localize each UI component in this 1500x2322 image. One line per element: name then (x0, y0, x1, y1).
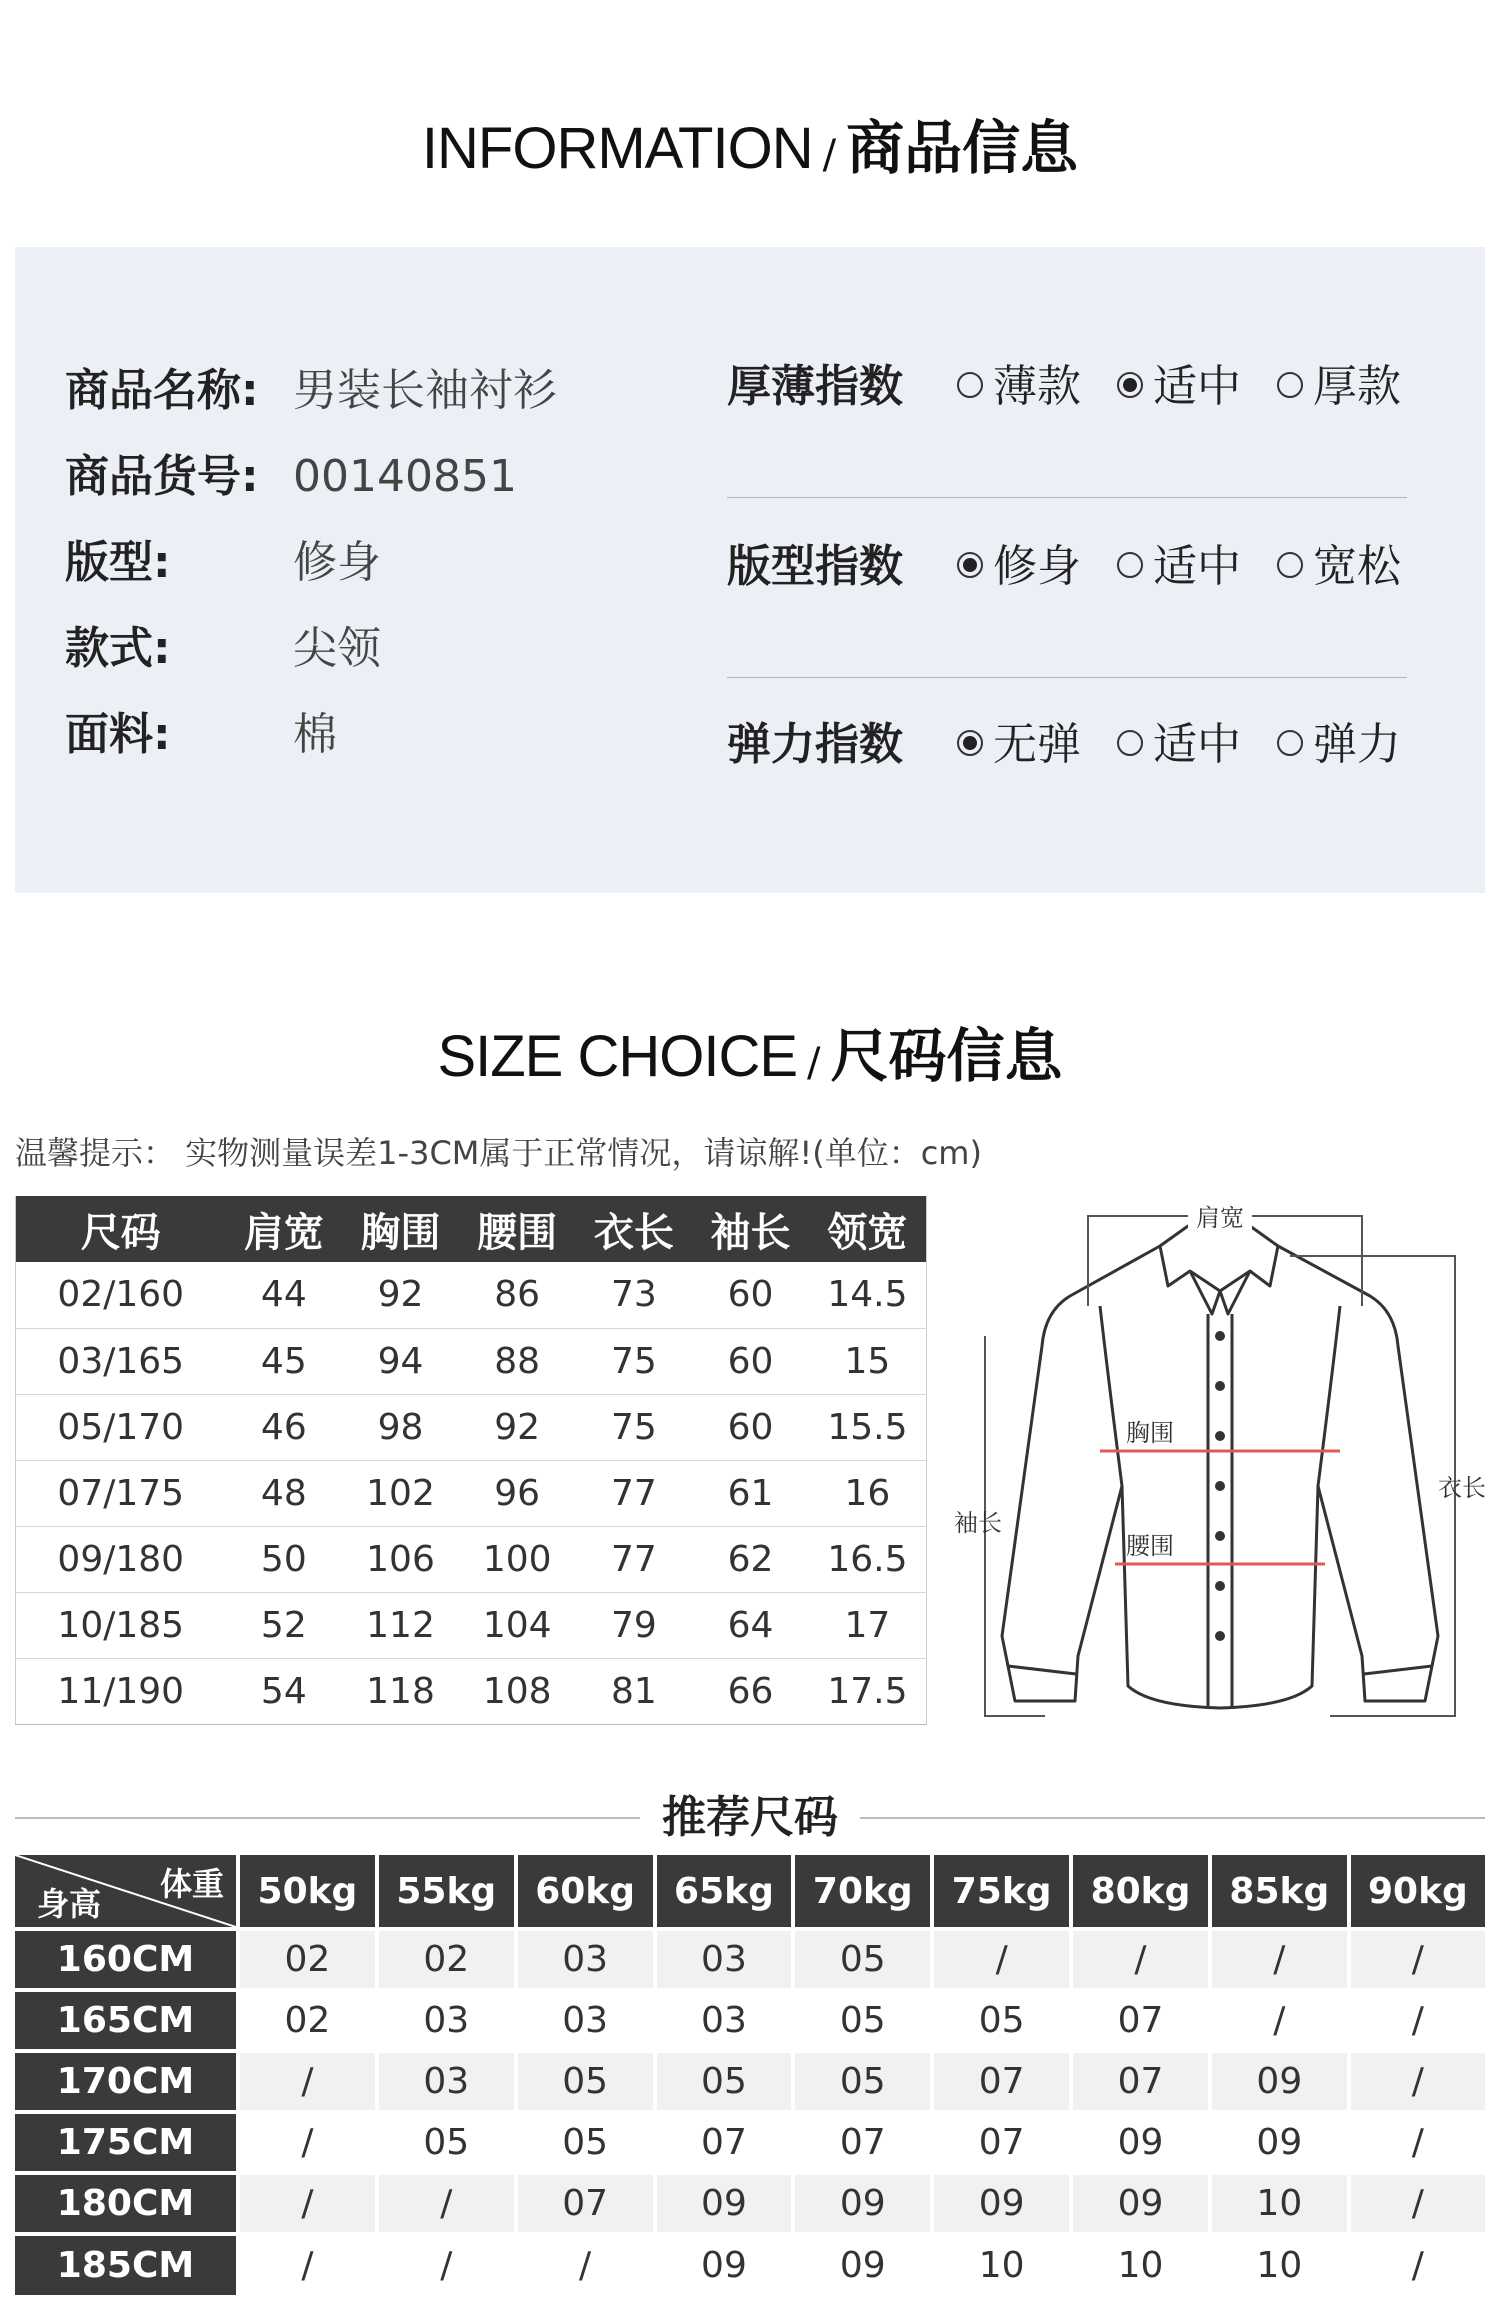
recommend-cell: / (1210, 1929, 1349, 1990)
option-label: 弹力 (1313, 719, 1401, 770)
thickness-option-thick[interactable] (1277, 357, 1401, 417)
option-label: 宽松 (1313, 541, 1401, 592)
col-shoulder: 肩宽 (226, 1196, 343, 1262)
size-table-row (16, 1328, 927, 1394)
size-cell: 44 (226, 1262, 343, 1328)
recommend-cell: / (1349, 2173, 1485, 2234)
size-cell: 09/180 (16, 1526, 226, 1592)
fit-option-slim[interactable] (957, 537, 1081, 597)
col-chest: 胸围 (342, 1196, 459, 1262)
size-table-header (16, 1196, 927, 1262)
recommend-row (15, 2112, 1485, 2173)
thickness-option-medium[interactable] (1117, 357, 1241, 417)
corner-weight-label: 体重 (159, 1865, 224, 1903)
corner-cell (15, 1855, 238, 1929)
option-label: 修身 (993, 541, 1081, 592)
option-label: 适中 (1153, 719, 1241, 770)
height-header: 165CM (15, 1990, 238, 2051)
size-cell: 96 (459, 1460, 576, 1526)
recommend-cell: 09 (932, 2173, 1071, 2234)
fit-option-loose[interactable] (1277, 537, 1401, 597)
recommend-cell: 07 (932, 2051, 1071, 2112)
size-cell: 88 (459, 1328, 576, 1394)
size-cell: 48 (226, 1460, 343, 1526)
size-cell: 77 (576, 1526, 693, 1592)
size-cell: 92 (459, 1394, 576, 1460)
recommend-cell: 03 (516, 1990, 655, 2051)
heading-separator: / (822, 132, 837, 178)
col-length: 衣长 (576, 1196, 693, 1262)
size-cell: 118 (342, 1658, 459, 1724)
button-dot (1215, 1381, 1225, 1391)
size-table-row (16, 1658, 927, 1724)
recommend-cell: 03 (655, 1990, 794, 2051)
option-label: 厚款 (1313, 361, 1401, 412)
product-info-panel (15, 247, 1485, 893)
weight-header: 55kg (377, 1855, 516, 1929)
height-header: 175CM (15, 2112, 238, 2173)
fabric-label-char: 面 (65, 709, 109, 760)
size-cell: 77 (576, 1460, 693, 1526)
measurement-tip: 温馨提示： 实物测量误差1-3CM属于正常情况，请谅解!(单位：cm) (15, 1134, 982, 1172)
recommend-cell: 09 (793, 2234, 932, 2295)
product-name-label: 商品名称: (65, 365, 259, 416)
elasticity-option-none[interactable] (957, 715, 1081, 775)
radio-icon[interactable] (1117, 552, 1143, 578)
thickness-option-thin[interactable] (957, 357, 1081, 417)
index-divider (727, 677, 1407, 678)
style-label-suffix: 式: (109, 623, 171, 674)
recommend-row (15, 1990, 1485, 2051)
radio-icon[interactable] (957, 372, 983, 398)
col-size: 尺码 (16, 1196, 226, 1262)
height-header: 160CM (15, 1929, 238, 1990)
recommend-size-table (15, 1855, 1485, 2295)
elasticity-option-stretch[interactable] (1277, 715, 1401, 775)
size-cell: 05/170 (16, 1394, 226, 1460)
product-style-label (65, 619, 293, 679)
thickness-index-label: 厚薄指数 (727, 361, 903, 412)
fit-label-char: 版 (65, 537, 109, 588)
size-cell: 15.5 (809, 1394, 927, 1460)
recommend-cell: 07 (1071, 2051, 1210, 2112)
recommend-cell: 05 (377, 2112, 516, 2173)
size-cell: 50 (226, 1526, 343, 1592)
size-cell: 102 (342, 1460, 459, 1526)
size-cell: 104 (459, 1592, 576, 1658)
thickness-index-row (727, 357, 1423, 417)
recommend-cell: / (1349, 2051, 1485, 2112)
recommend-row (15, 1929, 1485, 1990)
product-code-value: 00140851 (293, 451, 517, 502)
product-fit-row (65, 533, 381, 593)
button-dot (1215, 1481, 1225, 1491)
product-name-value: 男装长袖衬衫 (293, 365, 557, 416)
size-cell: 60 (692, 1328, 809, 1394)
size-cell: 10/185 (16, 1592, 226, 1658)
information-heading (0, 116, 1500, 187)
weight-header: 70kg (793, 1855, 932, 1929)
product-fabric-row (65, 705, 337, 765)
recommend-cell: / (238, 2051, 377, 2112)
weight-header: 85kg (1210, 1855, 1349, 1929)
size-table-row (16, 1526, 927, 1592)
radio-icon[interactable] (957, 552, 983, 578)
weight-header: 60kg (516, 1855, 655, 1929)
recommend-cell: 03 (516, 1929, 655, 1990)
recommend-cell: 10 (1210, 2234, 1349, 2295)
recommend-cell: 09 (1210, 2051, 1349, 2112)
size-cell: 75 (576, 1328, 693, 1394)
product-code-label: 商品货号: (65, 451, 259, 502)
recommend-cell: / (1349, 1990, 1485, 2051)
height-header: 170CM (15, 2051, 238, 2112)
recommend-cell: 02 (377, 1929, 516, 1990)
recommend-cell: / (516, 2234, 655, 2295)
product-code-row (65, 447, 517, 507)
size-cell: 75 (576, 1394, 693, 1460)
size-cell: 94 (342, 1328, 459, 1394)
size-cell: 98 (342, 1394, 459, 1460)
recommend-cell: 09 (793, 2173, 932, 2234)
index-divider (727, 497, 1407, 498)
recommend-title-text: 推荐尺码 (640, 1792, 860, 1843)
size-cell: 92 (342, 1262, 459, 1328)
recommend-cell: 03 (655, 1929, 794, 1990)
size-table-row (16, 1262, 927, 1328)
recommend-cell: 10 (1210, 2173, 1349, 2234)
sleeve-label: 袖长 (954, 1509, 1002, 1537)
size-cell: 60 (692, 1262, 809, 1328)
radio-icon[interactable] (1277, 552, 1303, 578)
size-cell: 16 (809, 1460, 927, 1526)
size-cell: 46 (226, 1394, 343, 1460)
radio-icon[interactable] (1277, 372, 1303, 398)
recommend-cell: / (1349, 1929, 1485, 1990)
recommend-cell: 05 (793, 2051, 932, 2112)
recommend-cell: / (377, 2234, 516, 2295)
heading-en: SIZE CHOICE (437, 1024, 798, 1089)
fabric-label-suffix: 料: (109, 709, 171, 760)
style-label-char: 款 (65, 623, 109, 674)
fit-label-suffix: 型: (109, 537, 171, 588)
radio-icon[interactable] (1117, 372, 1143, 398)
size-cell: 61 (692, 1460, 809, 1526)
option-label: 适中 (1153, 361, 1241, 412)
recommend-cell: 09 (1071, 2112, 1210, 2173)
recommend-cell: 05 (655, 2051, 794, 2112)
heading-cn: 尺码信息 (830, 1022, 1063, 1090)
button-dot (1215, 1331, 1225, 1341)
shoulder-label: 肩宽 (1196, 1204, 1244, 1232)
size-cell: 64 (692, 1592, 809, 1658)
size-cell: 73 (576, 1262, 693, 1328)
recommend-title (0, 1790, 1500, 1846)
size-cell: 15 (809, 1328, 927, 1394)
recommend-cell: 10 (932, 2234, 1071, 2295)
corner-height-label: 身高 (37, 1885, 102, 1923)
recommend-cell: 02 (238, 1990, 377, 2051)
chest-label: 胸围 (1126, 1419, 1174, 1447)
radio-icon[interactable] (1277, 730, 1303, 756)
heading-separator: / (807, 1040, 821, 1086)
recommend-cell: / (377, 2173, 516, 2234)
recommend-row (15, 2173, 1485, 2234)
recommend-cell: 05 (516, 2112, 655, 2173)
size-cell: 16.5 (809, 1526, 927, 1592)
size-cell: 17 (809, 1592, 927, 1658)
weight-header: 90kg (1349, 1855, 1485, 1929)
recommend-cell: 05 (793, 1990, 932, 2051)
elasticity-option-medium[interactable] (1117, 715, 1241, 775)
fit-option-regular[interactable] (1117, 537, 1241, 597)
recommend-cell: / (238, 2112, 377, 2173)
weight-header: 65kg (655, 1855, 794, 1929)
recommend-cell: 03 (377, 2051, 516, 2112)
footnote-cropped (15, 2300, 1485, 2322)
recommend-cell: / (1349, 2234, 1485, 2295)
radio-icon[interactable] (1117, 730, 1143, 756)
product-name-row (65, 361, 557, 421)
heading-en: INFORMATION (421, 116, 813, 181)
product-style-value: 尖领 (293, 623, 381, 674)
button-dot (1215, 1531, 1225, 1541)
size-table (15, 1196, 927, 1725)
size-cell: 54 (226, 1658, 343, 1724)
size-cell: 17.5 (809, 1658, 927, 1724)
size-cell: 86 (459, 1262, 576, 1328)
recommend-cell: 07 (1071, 1990, 1210, 2051)
recommend-cell: 03 (377, 1990, 516, 2051)
waist-label: 腰围 (1126, 1532, 1174, 1560)
recommend-cell: 07 (932, 2112, 1071, 2173)
length-guide (1290, 1256, 1455, 1716)
height-header: 180CM (15, 2173, 238, 2234)
option-label: 无弹 (993, 719, 1081, 770)
size-cell: 03/165 (16, 1328, 226, 1394)
recommend-cell: 05 (932, 1990, 1071, 2051)
recommend-cell: 10 (1071, 2234, 1210, 2295)
size-cell: 52 (226, 1592, 343, 1658)
col-waist: 腰围 (459, 1196, 576, 1262)
recommend-cell: 05 (516, 2051, 655, 2112)
button-dot (1215, 1581, 1225, 1591)
recommend-header-row (15, 1855, 1485, 1929)
length-label: 衣长 (1438, 1474, 1486, 1502)
recommend-cell: 07 (655, 2112, 794, 2173)
size-cell: 14.5 (809, 1262, 927, 1328)
size-cell: 106 (342, 1526, 459, 1592)
size-cell: 66 (692, 1658, 809, 1724)
recommend-cell: 05 (793, 1929, 932, 1990)
recommend-cell: / (238, 2234, 377, 2295)
col-sleeve: 袖长 (692, 1196, 809, 1262)
size-cell: 07/175 (16, 1460, 226, 1526)
heading-cn: 商品信息 (846, 114, 1079, 182)
recommend-cell: 09 (1210, 2112, 1349, 2173)
recommend-cell: 09 (655, 2173, 794, 2234)
recommend-cell: / (1349, 2112, 1485, 2173)
size-cell: 112 (342, 1592, 459, 1658)
size-cell: 60 (692, 1394, 809, 1460)
height-header: 185CM (15, 2234, 238, 2295)
size-cell: 62 (692, 1526, 809, 1592)
elasticity-index-label: 弹力指数 (727, 719, 903, 770)
recommend-cell: 09 (655, 2234, 794, 2295)
product-style-row (65, 619, 381, 679)
recommend-cell: / (1210, 1990, 1349, 2051)
recommend-row (15, 2234, 1485, 2295)
size-cell: 108 (459, 1658, 576, 1724)
product-fit-value: 修身 (293, 537, 381, 588)
product-fabric-value: 棉 (293, 709, 337, 760)
recommend-row (15, 2051, 1485, 2112)
size-cell: 81 (576, 1658, 693, 1724)
recommend-cell: 07 (793, 2112, 932, 2173)
size-cell: 79 (576, 1592, 693, 1658)
radio-icon[interactable] (957, 730, 983, 756)
product-fit-label (65, 533, 293, 593)
recommend-cell: 09 (1071, 2173, 1210, 2234)
button-dot (1215, 1431, 1225, 1441)
weight-header: 50kg (238, 1855, 377, 1929)
size-choice-heading (0, 1024, 1500, 1095)
button-dot (1215, 1631, 1225, 1641)
fit-index-label: 版型指数 (727, 541, 903, 592)
recommend-cell: / (238, 2173, 377, 2234)
product-fabric-label (65, 705, 293, 765)
size-cell: 45 (226, 1328, 343, 1394)
size-cell: 11/190 (16, 1658, 226, 1724)
recommend-cell: 07 (516, 2173, 655, 2234)
elasticity-index-row (727, 715, 1423, 775)
weight-header: 75kg (932, 1855, 1071, 1929)
col-collar: 领宽 (809, 1196, 927, 1262)
size-table-row (16, 1394, 927, 1460)
option-label: 适中 (1153, 541, 1241, 592)
size-cell: 100 (459, 1526, 576, 1592)
size-table-row (16, 1592, 927, 1658)
recommend-cell: / (932, 1929, 1071, 1990)
weight-header: 80kg (1071, 1855, 1210, 1929)
shirt-buttons (1215, 1331, 1225, 1641)
size-table-row (16, 1460, 927, 1526)
recommend-cell: 02 (238, 1929, 377, 1990)
recommend-cell: / (1071, 1929, 1210, 1990)
option-label: 薄款 (993, 361, 1081, 412)
shirt-measurement-diagram (950, 1196, 1490, 1736)
size-cell: 02/160 (16, 1262, 226, 1328)
fit-index-row (727, 537, 1423, 597)
